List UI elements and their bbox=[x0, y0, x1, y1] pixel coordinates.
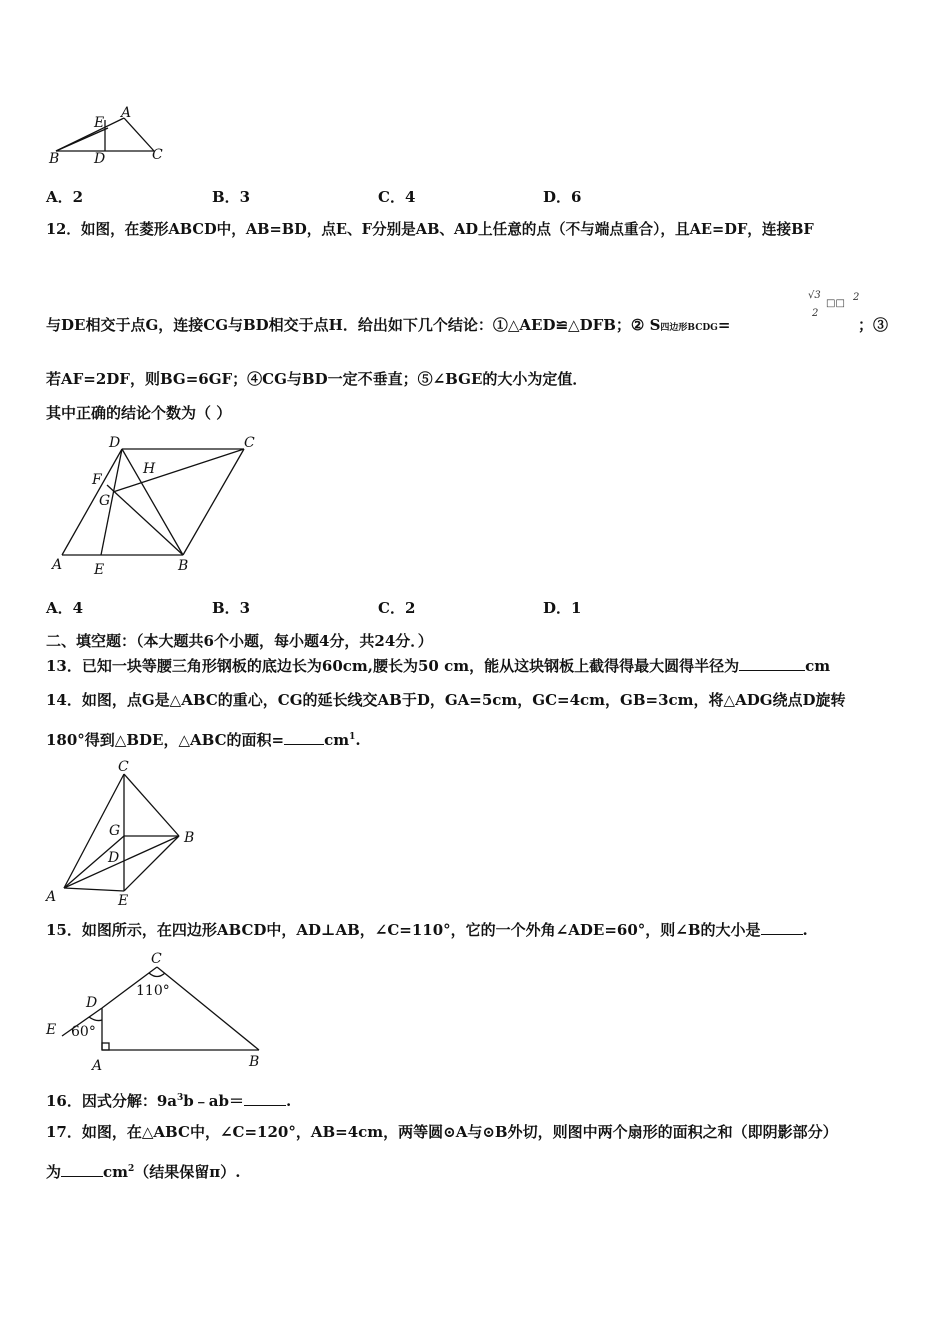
q12-line4: 其中正确的结论个数为（ ） bbox=[46, 404, 232, 422]
label-d: D bbox=[109, 435, 121, 451]
q12-formula-den: 2 bbox=[812, 308, 819, 319]
q17-superscript: 2 bbox=[128, 1164, 135, 1174]
q11-option-c: C．4 bbox=[378, 188, 416, 206]
q13-text bbox=[46, 656, 830, 676]
q13-answer-blank[interactable] bbox=[739, 656, 805, 671]
label-b: B bbox=[249, 1054, 260, 1070]
label-c: C bbox=[244, 435, 255, 451]
label-h: H bbox=[143, 461, 156, 477]
q12-line2-subscript: 四边形BCDG bbox=[660, 323, 718, 333]
q16-answer-blank[interactable] bbox=[244, 1091, 286, 1106]
q15-period: . bbox=[802, 921, 808, 939]
q15-question: 15．如图所示，在四边形ABCD中，AD⊥AB，∠C=110°，它的一个外角∠ADE=60°，则∠B的大小是 bbox=[46, 921, 761, 939]
q12-line1: 12．如图，在菱形ABCD中，AB=BD，点E、F分别是AB、AD上任意的点（不与端点重合），且AE=DF，连接BF bbox=[46, 221, 814, 238]
label-e: E bbox=[46, 1022, 57, 1038]
q11-option-b: B．3 bbox=[212, 188, 251, 206]
label-a: A bbox=[121, 105, 132, 121]
label-g: G bbox=[109, 823, 121, 839]
q17-unit: cm bbox=[103, 1163, 129, 1181]
q12-option-d: D．1 bbox=[543, 599, 582, 617]
q14-superscript: 1 bbox=[349, 732, 356, 742]
q12-formula-box: □□ bbox=[826, 298, 845, 309]
label-a: A bbox=[92, 1058, 103, 1074]
q12-formula-num: √3 bbox=[808, 290, 821, 301]
q16-superscript: 3 bbox=[177, 1093, 184, 1103]
q12-option-a: A．4 bbox=[46, 599, 84, 617]
q17-line2 bbox=[46, 1159, 241, 1182]
label-e: E bbox=[94, 115, 105, 131]
label-c: C bbox=[151, 951, 162, 967]
q11-option-a: A．2 bbox=[46, 188, 84, 206]
label-d: D bbox=[86, 995, 98, 1011]
q16-text bbox=[46, 1088, 291, 1111]
q13-unit: cm bbox=[805, 657, 831, 675]
label-b: B bbox=[178, 558, 189, 574]
label-a: A bbox=[52, 557, 63, 573]
label-f: F bbox=[92, 472, 102, 488]
q16-prefix: 16．因式分解：9a bbox=[46, 1092, 178, 1110]
q14-period: . bbox=[355, 731, 361, 749]
q11-option-d: D．6 bbox=[543, 188, 582, 206]
q15-text bbox=[46, 920, 808, 940]
label-d: D bbox=[94, 151, 106, 167]
q12-line3: 若AF=2DF，则BG=6GF；④CG与BD一定不垂直；⑤∠BGE的大小为定值． bbox=[46, 370, 588, 388]
label-b: B bbox=[184, 830, 195, 846]
angle-d-60: 60° bbox=[71, 1024, 96, 1040]
q12-formula-square: 2 bbox=[853, 292, 860, 303]
q13-question: 13．已知一块等腰三角形钢板的底边长为60cm,腰长为50 cm，能从这块钢板上截得得最大圆得半径为 bbox=[46, 657, 740, 675]
q12-line2-text: 与DE相交于点G，连接CG与BD相交于点H．给出如下几个结论：①△AED≌△DFB；② S bbox=[46, 316, 661, 334]
q15-answer-blank[interactable] bbox=[761, 920, 803, 935]
label-d: D bbox=[108, 850, 120, 866]
q16-middle: b﹣ab＝ bbox=[183, 1092, 244, 1110]
angle-c-110: 110° bbox=[136, 983, 170, 999]
figure-q14-triangle bbox=[44, 758, 204, 908]
q17-answer-blank[interactable] bbox=[61, 1162, 103, 1177]
label-c: C bbox=[118, 759, 129, 775]
q17-prefix: 为 bbox=[46, 1163, 62, 1181]
q12-option-c: C．2 bbox=[378, 599, 416, 617]
figure-q11 bbox=[46, 105, 166, 168]
label-e: E bbox=[94, 562, 105, 578]
figure-q15-quadrilateral bbox=[44, 948, 274, 1073]
q12-line2 bbox=[46, 315, 730, 338]
figure-q12-rhombus bbox=[46, 433, 266, 578]
label-g: G bbox=[99, 493, 111, 509]
q14-answer-blank[interactable] bbox=[284, 730, 324, 745]
q16-period: . bbox=[286, 1092, 292, 1110]
q14-line2 bbox=[46, 727, 361, 750]
label-a: A bbox=[46, 889, 57, 905]
label-e: E bbox=[118, 893, 129, 909]
q12-line2-eq: = bbox=[717, 316, 731, 334]
q12-line2-end: ；③ bbox=[858, 316, 889, 334]
q14-line2-text: 180°得到△BDE，△ABC的面积= bbox=[46, 731, 285, 749]
q14-line1: 14．如图，点G是△ABC的重心，CG的延长线交AB于D，GA=5cm，GC=4cm，GB=3cm，将△ADG绕点D旋转 bbox=[46, 691, 846, 709]
q12-option-b: B．3 bbox=[212, 599, 251, 617]
section-heading-fill-in: 二、填空题：（本大题共6个小题，每小题4分，共24分．） bbox=[46, 632, 433, 650]
label-b: B bbox=[49, 151, 60, 167]
label-c: C bbox=[152, 147, 163, 163]
q17-line1: 17．如图，在△ABC中，∠C=120°，AB=4cm，两等圆⊙A与⊙B外切，则图中两个扇形的面积之和（即阴影部分） bbox=[46, 1123, 838, 1141]
q17-end: （结果保留π）. bbox=[134, 1163, 241, 1181]
q14-unit: cm bbox=[324, 731, 350, 749]
